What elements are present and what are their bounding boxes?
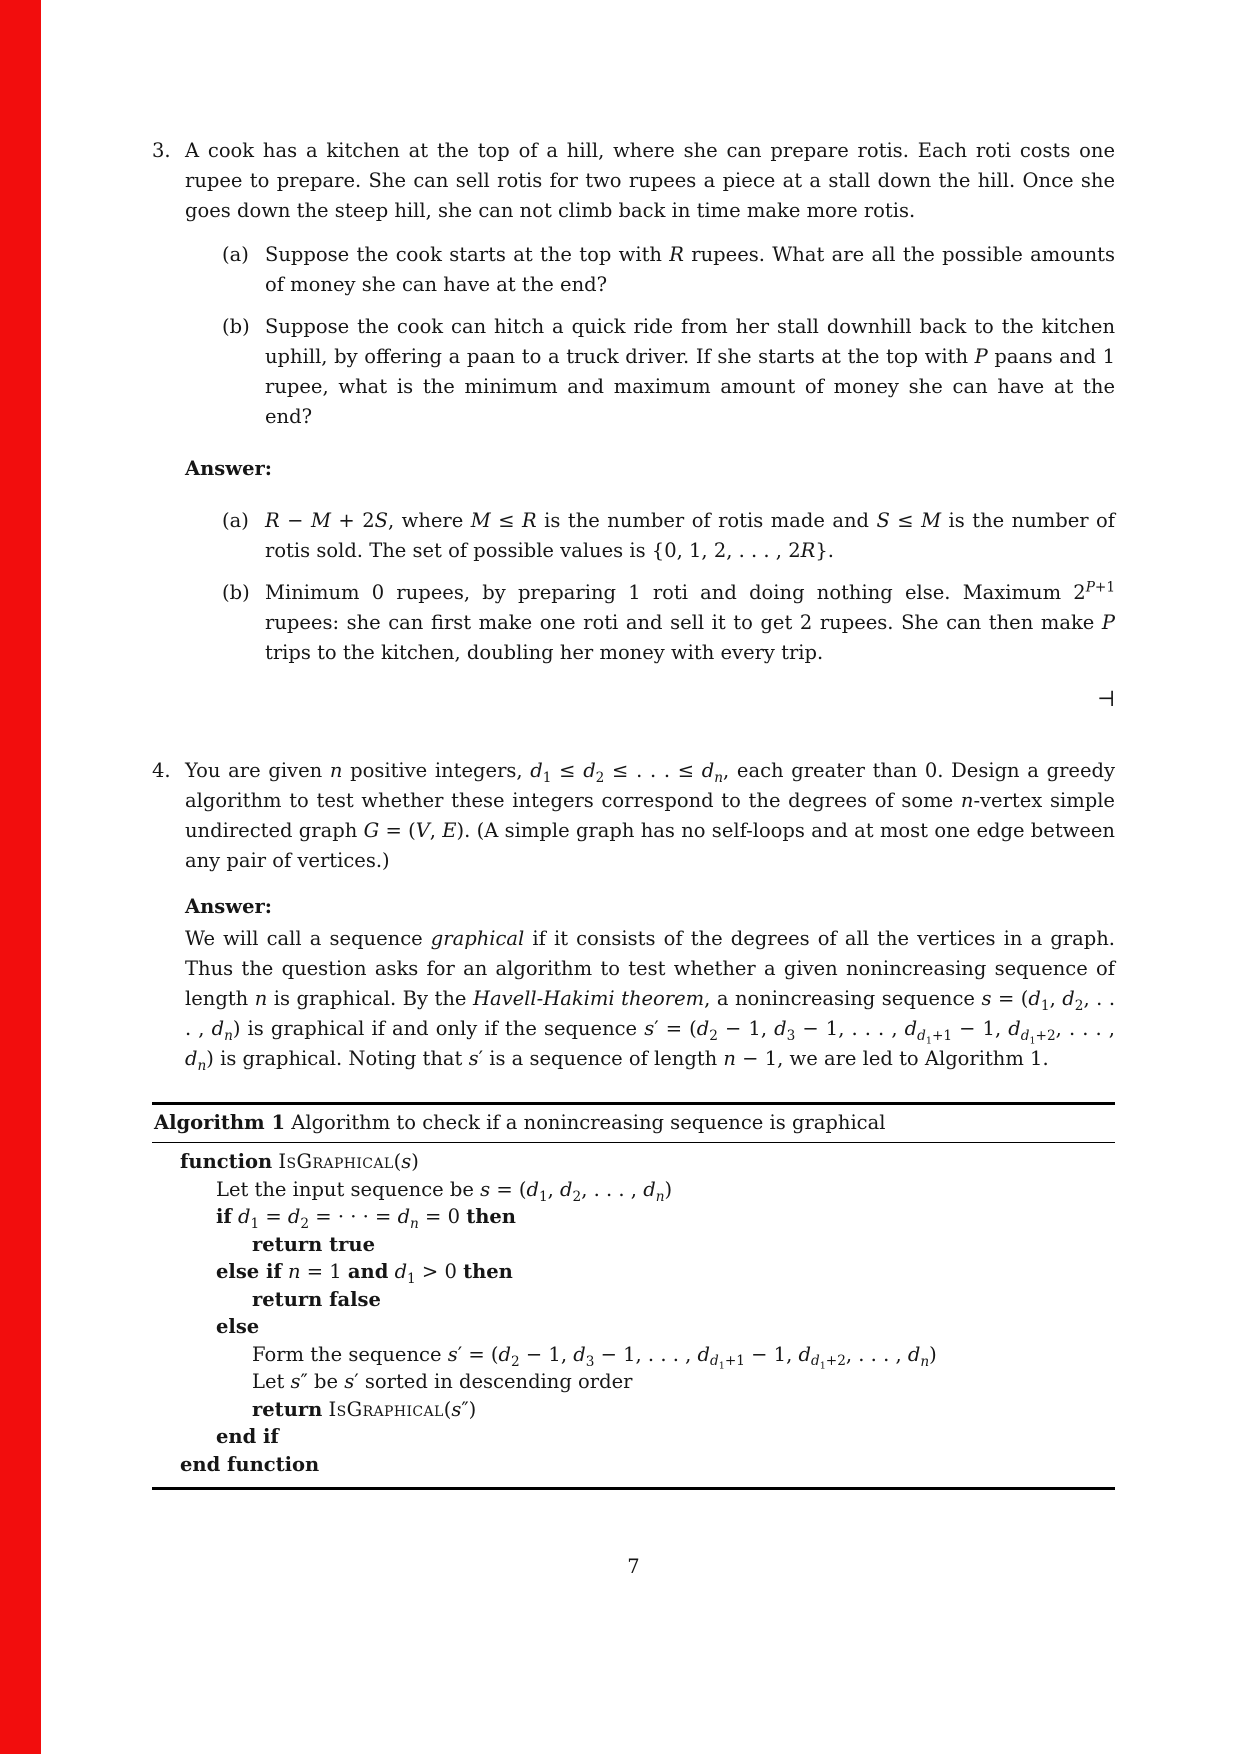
problem-3-statement: A cook has a kitchen at the top of a hill, where she can prepare rotis. Each roti costs one rupee to prepare. She can sell rotis for two rupees a piece at a stall down the hill. Once she goes down the steep hill, she can not climb back in time make more rotis.: [185, 139, 1115, 222]
answer-a-label: (a): [222, 509, 249, 532]
answer-b-label: (b): [222, 581, 250, 604]
problem-4-answer-text: We will call a sequence graphical if it consists of the degrees of all the vertices in a graph. Thus the question asks for an algorithm to test whether a given nonincreasing sequence of length n is graphical. By the Havell-Hakimi theorem, a nonincreasing sequence $s = (d_1$, $d_2$, . . . , $d_n$) is graphical if and only if the sequence $s' = (d_2 - 1$, $d_3 - 1$, . . . , $d_{d_1+1} - 1$, $d_{d_1+2}$, . . . , $d_n$) is graphical. Noting that s′ is a sequence of length n − 1, we are led to Algorithm 1.: [185, 927, 1116, 1074]
problem-3: [152, 136, 1115, 714]
algorithm-line: if $d_1 = d_2$ = · · · = $d_n = 0$ then: [216, 1205, 516, 1232]
problem-4-statement: You are given n positive integers, $d_1 \le d_2$ ≤ . . . ≤ $d_n$, each greater than 0. Design a greedy algorithm to test whether these integers correspond to the degrees of some n-vertex simple undirected graph G = (V, E). (A simple graph has no self-loops and at most one edge between any pair of vertices.): [185, 759, 1115, 872]
algorithm-line: return true: [252, 1232, 375, 1256]
answer-a-text: R − M + 2S, where M ≤ R is the number of rotis made and S ≤ M is the number of rotis sold. The set of possible values is {0, 1, 2, . . . , 2R}.: [265, 509, 1116, 562]
algorithm-line: Form the sequence $s' = (d_2 - 1$, $d_3 - 1$, . . . , $d_{d_1+1} - 1$, $d_{d_1+2}$, . . . , $d_n$): [252, 1342, 937, 1373]
left-red-margin-bar: [0, 0, 41, 1754]
algorithm-caption-title: Algorithm to check if a nonincreasing sequence is graphical: [285, 1111, 886, 1134]
problem-3-answer-b: [222, 578, 1115, 668]
problem-3-item: [152, 136, 1115, 714]
page-content: [152, 136, 1115, 1582]
algorithm-line: function IsGraphical(s): [180, 1150, 419, 1173]
algorithm-line: else: [216, 1315, 260, 1338]
algorithm-caption-number: Algorithm 1: [154, 1111, 286, 1134]
problem-3-answer-heading: Answer:: [185, 457, 272, 480]
algorithm-line: else if n = 1 and $d_1 > 0$ then: [216, 1260, 513, 1287]
problem-3-part-b: [222, 312, 1115, 432]
problem-4-body: [185, 756, 1115, 1074]
algorithm-pseudocode: [152, 1143, 1115, 1487]
page-number: 7: [627, 1555, 640, 1578]
algorithm-caption: [152, 1105, 1115, 1142]
part-a-label: (a): [222, 243, 249, 266]
problem-3-answers: [222, 506, 1115, 668]
algorithm-line: Let the input sequence be $s = (d_1$, $d_2$, . . . , $d_n$): [216, 1177, 673, 1205]
problem-3-body: [185, 136, 1115, 714]
answer-b-text: Minimum 0 rupees, by preparing 1 roti and doing nothing else. Maximum $2^{P+1}$ rupees: she can first make one roti and sell it to get 2 rupees. She can then make P trips to the kitchen, doubling her money with every trip.: [265, 579, 1115, 664]
algorithm-line: return false: [252, 1287, 381, 1311]
problem-4: [152, 756, 1115, 1490]
problem-3-parts: [222, 240, 1115, 432]
problem-4-answer-heading: Answer:: [185, 895, 272, 918]
problem-4-number: 4.: [152, 759, 171, 782]
algorithm-bottom-rule: [152, 1487, 1115, 1490]
problem-3-answer-a: [222, 506, 1115, 566]
problem-3-part-a: [222, 240, 1115, 300]
part-b-label: (b): [222, 315, 250, 338]
problem-4-item: [152, 756, 1115, 1074]
problem-3-number: 3.: [152, 139, 171, 162]
end-of-solution-mark: ⊣: [1096, 687, 1115, 711]
algorithm-line: end function: [180, 1452, 320, 1476]
algorithm-1-block: [152, 1102, 1115, 1490]
algorithm-line: Let s″ be s′ sorted in descending order: [252, 1370, 633, 1393]
part-b-text: Suppose the cook can hitch a quick ride from her stall downhill back to the kitchen uphill, by offering a paan to a truck driver. If she starts at the top with P paans and 1 rupee, what is the minimum and maximum amount of money she can have at the end?: [265, 315, 1115, 428]
part-a-text: Suppose the cook starts at the top with R rupees. What are all the possible amounts of money she can have at the end?: [265, 243, 1115, 296]
algorithm-line: end if: [216, 1425, 279, 1448]
algorithm-line: return IsGraphical(s″): [252, 1397, 477, 1421]
